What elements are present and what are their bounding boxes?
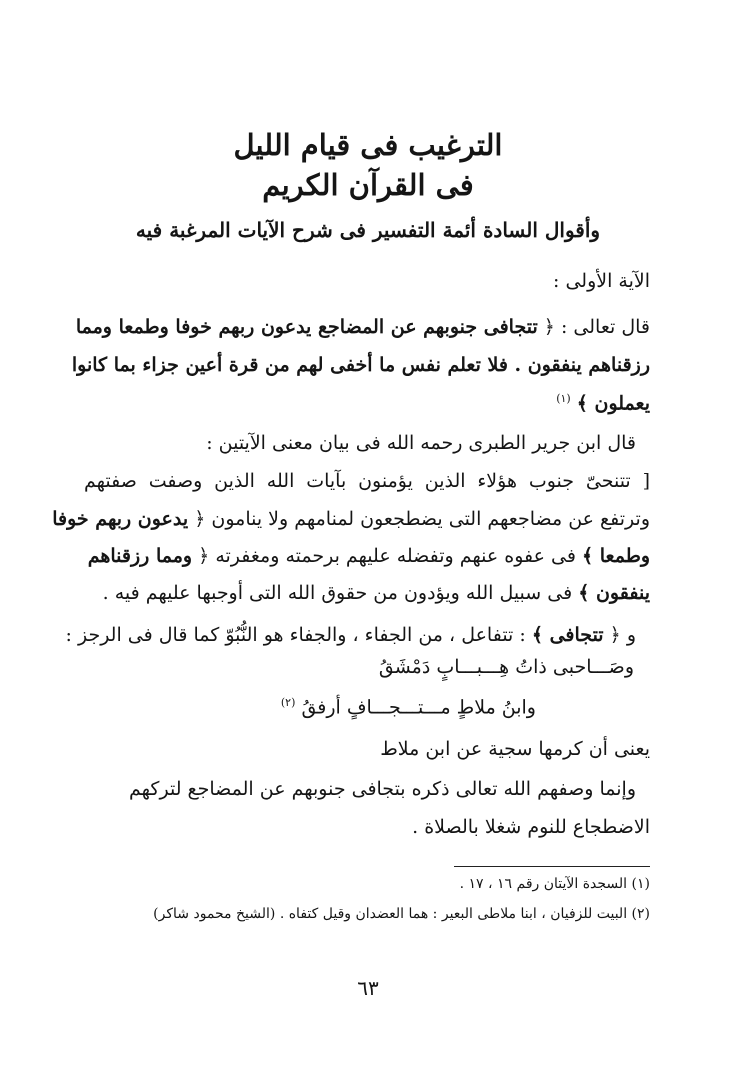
commentary-text-3b: فى عفوه عنهم وتفضله عليهم برحمته ومغفرته ﴿ (198, 545, 576, 567)
commentary-line-4 (103, 582, 650, 604)
verse-heading: الآية الأولى : (553, 270, 650, 292)
commentary-intro: قال ابن جرير الطبرى رحمه الله فى بيان معنى الآيتين : (206, 432, 636, 454)
chapter-subtitle: وأقوال السادة أئمة التفسير فى شرح الآيات المرغبة فيه (135, 218, 601, 242)
commentary-text-5b: تتجافى ﴾ (531, 624, 604, 646)
commentary-line-2 (52, 508, 650, 530)
commentary-text-2b: يدعون ربهم خوفا (52, 508, 189, 530)
commentary-text-2a: وترتفع عن مضاجعهم التى يضطجعون لمنامهم ولا ينامون ﴿ (194, 508, 650, 530)
verse-text-1: تتجافى جنوبهم عن المضاجع يدعون ربهم خوفا وطمعا ومما (75, 316, 538, 338)
chapter-title-line2: فى القرآن الكريم (262, 168, 474, 202)
commentary-text-3c: ومما رزقناهم (87, 545, 193, 567)
commentary-text-4a: ينفقون ﴾ (578, 582, 650, 604)
commentary-line-6: يعنى أن كرمها سجية عن ابن ملاط (380, 738, 650, 760)
verse-text-3: يعملون ﴾ (576, 392, 650, 415)
commentary-line-7: وإنما وصفهم الله تعالى ذكره بتجافى جنوبهم عن المضاجع لتركهم (129, 778, 636, 800)
commentary-line-3 (88, 545, 650, 567)
commentary-line-5 (66, 624, 636, 646)
footnote-2: (٢) البيت للزفيان ، ابنا ملاطى البعير : هما العضدان وقيل كتفاه . (الشيخ محمود شاكر) (153, 906, 650, 922)
verse-line-1 (76, 316, 650, 338)
commentary-text-4b: فى سبيل الله ويؤدون من حقوق الله التى أوجبها عليهم فيه . (102, 582, 573, 604)
verse-lead: قال تعالى : ﴿ (543, 316, 650, 338)
page-number: ٦٣ (357, 976, 379, 1000)
verse-line-3 (556, 392, 650, 414)
poem-text-2: وابنُ ملاطٍ مـــتـــجـــافٍ أرفقُ (301, 696, 536, 719)
footnote-ref-1: (١) (556, 392, 571, 405)
commentary-text-5c: : تتفاعل ، من الجفاء ، والجفاء هو النُّبُوّ كما قال فى الرجز : (65, 624, 526, 646)
footnote-separator (454, 866, 650, 867)
verse-line-2: رزقناهم ينفقون . فلا تعلم نفس ما أخفى لهم من قرة أعين جزاء بما كانوا (71, 354, 650, 376)
commentary-text-3a: وطمعا ﴾ (582, 545, 650, 567)
commentary-text-5a: و ﴿ (609, 624, 636, 646)
poem-line-1: وصَـــاحبى ذاتُ هِـــبـــابٍ دَمْشَقُ (378, 656, 634, 678)
commentary-line-8: الاضطجاع للنوم شغلا بالصلاة . (412, 816, 650, 838)
commentary-line-1: [ تتنحىّ جنوب هؤلاء الذين يؤمنون بآيات الله الذين وصفت صفتهم (84, 470, 650, 492)
poem-line-2 (281, 696, 536, 718)
footnote-ref-2: (٢) (280, 696, 296, 709)
chapter-title-line1: الترغيب فى قيام الليل (233, 128, 503, 162)
footnote-1: (١) السجدة الآيتان رقم ١٦ ، ١٧ . (459, 876, 650, 892)
